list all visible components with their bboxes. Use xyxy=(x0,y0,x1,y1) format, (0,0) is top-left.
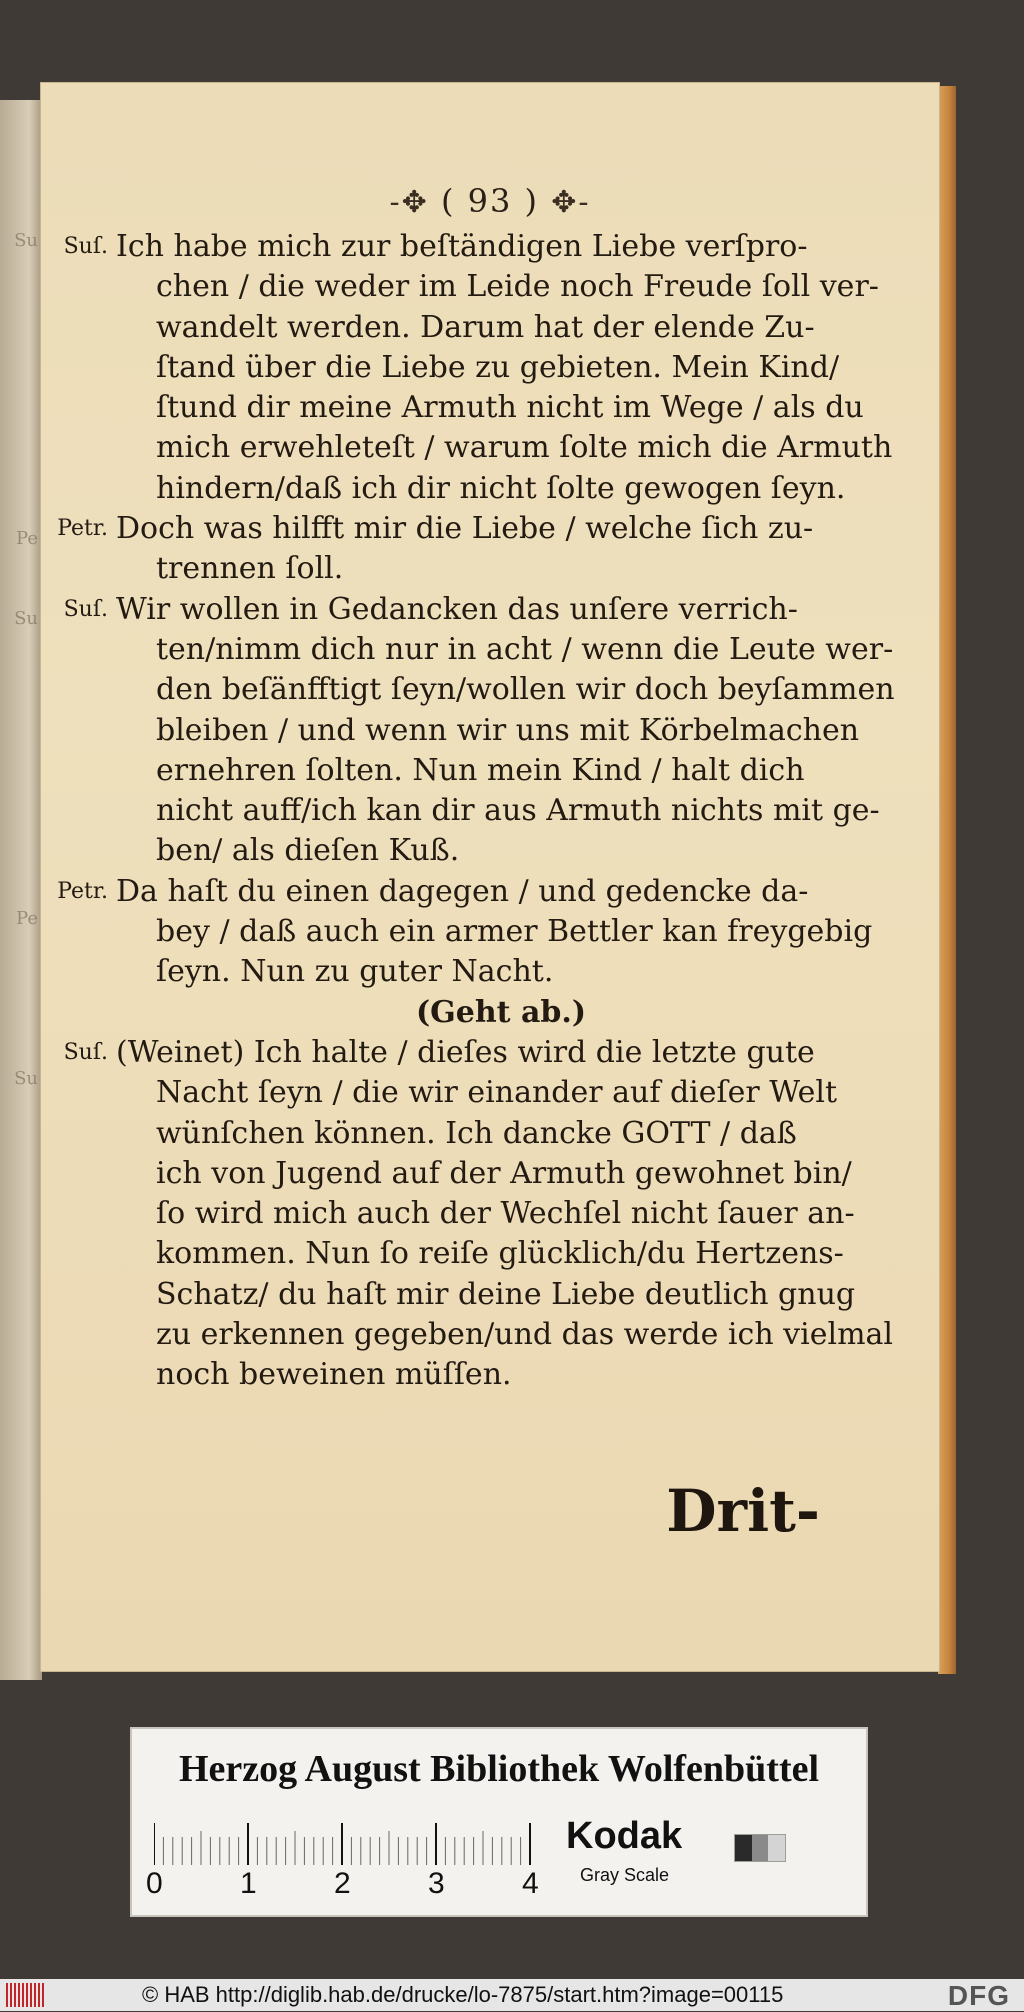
scale-number: 1 xyxy=(240,1867,257,1900)
prev-page-fragment: Su xyxy=(14,1068,38,1089)
speech xyxy=(46,227,893,509)
text-line: wünſchen können. Ich dancke GOTT / daß xyxy=(156,1115,797,1151)
speech xyxy=(46,509,846,590)
text-line: Doch was hilfft mir die Liebe / welche ſich zu- xyxy=(116,511,814,547)
speech xyxy=(46,1033,893,1396)
kodak-logo: Kodak xyxy=(566,1815,683,1857)
prev-page-fragment: Pe xyxy=(16,908,38,929)
copyright-url[interactable]: © HAB http://diglib.hab.de/drucke/lo-7875/start.htm?image=00115 xyxy=(142,1982,784,2007)
page-edge xyxy=(938,86,956,1674)
text-line: hindern/daß ich dir nicht ſolte gewogen ſeyn. xyxy=(156,470,846,506)
text-line: ſtund dir meine Armuth nicht im Wege / als du xyxy=(156,390,864,426)
text-line: ſtand über die Liebe zu gebieten. Mein Kind/ xyxy=(156,349,840,385)
text-line: Schatz/ du haſt mir deine Liebe deutlich gnug xyxy=(156,1276,856,1312)
scale-numbers xyxy=(146,1867,576,1903)
speech xyxy=(46,872,873,993)
text-line: Ich habe mich zur beſtändigen Liebe verſpro- xyxy=(116,229,808,264)
gray-patch xyxy=(734,1834,786,1862)
book-page xyxy=(40,82,940,1672)
color-target xyxy=(130,1727,868,1917)
speaker-label: Petr. xyxy=(57,878,108,904)
footer-bar xyxy=(0,1979,1024,2011)
text-line: ſeyn. Nun zu guter Nacht. xyxy=(156,954,554,990)
speaker-label: Petr. xyxy=(57,516,108,542)
text-line: ſo wird mich auch der Wechſel nicht ſauer an- xyxy=(156,1196,855,1232)
running-head xyxy=(40,182,940,220)
text-line: zu erkennen gegeben/und das werde ich vielmal xyxy=(156,1317,893,1353)
speech xyxy=(46,590,895,872)
previous-page-edge xyxy=(0,100,42,1680)
scale-number: 3 xyxy=(428,1867,445,1900)
scale-number: 2 xyxy=(334,1867,351,1900)
institution-name: Herzog August Bibliothek Wolfenbüttel xyxy=(178,1748,820,1790)
ornament-right-icon: ✥- xyxy=(551,185,591,220)
scale-ruler xyxy=(154,1815,564,1865)
prev-page-fragment: Su xyxy=(14,608,38,629)
scale-number: 4 xyxy=(522,1867,539,1900)
page-text xyxy=(46,227,895,1396)
text-line: bey / daß auch ein armer Bettler kan freygebig xyxy=(156,914,873,950)
text-line: chen / die weder im Leide noch Freude ſoll ver- xyxy=(156,269,879,305)
text-line: kommen. Nun ſo reiſe glücklich/du Hertzens- xyxy=(156,1236,844,1272)
text-line: mich erwehleteſt / warum ſolte mich die Armuth xyxy=(156,430,893,466)
catchword: Drit- xyxy=(666,1477,820,1545)
dfg-logo: DFG xyxy=(947,1980,1010,2011)
gray-scale-label: Gray Scale xyxy=(580,1865,670,1885)
text-line: noch beweinen müſſen. xyxy=(156,1357,512,1393)
text-line: (Weinet) Ich halte / dieſes wird die letzte gute xyxy=(116,1034,815,1070)
text-line: nicht auff/ich kan dir aus Armuth nichts mit ge- xyxy=(156,793,880,829)
prev-page-fragment: Su xyxy=(14,230,38,251)
text-line: den beſänfftigt ſeyn/wollen wir doch beyſammen xyxy=(156,672,895,708)
stage-direction: (Geht ab.) xyxy=(415,994,587,1030)
text-line: ben/ als dieſen Kuß. xyxy=(156,833,460,869)
prev-page-fragment: Pe xyxy=(16,528,38,549)
speaker-label: Suſ. xyxy=(63,234,108,259)
text-line: bleiben / und wenn wir uns mit Körbelmachen xyxy=(156,712,860,748)
speaker-label: Suſ. xyxy=(63,1039,108,1065)
text-line: ich von Jugend auf der Armuth gewohnet bin/ xyxy=(156,1155,852,1191)
text-line: ten/nimm dich nur in acht / wenn die Leute wer- xyxy=(156,631,894,667)
text-line: Wir wollen in Gedancken das unſere verrich- xyxy=(116,591,798,627)
text-line: trennen ſoll. xyxy=(156,551,344,587)
text-line: Da haſt du einen dagegen / und gedencke da- xyxy=(116,873,809,909)
text-line: Nacht ſeyn / die wir einander auf dieſer Welt xyxy=(156,1075,838,1111)
barcode-icon xyxy=(6,1983,46,2007)
text-line: wandelt werden. Darum hat der elende Zu- xyxy=(156,309,815,345)
scale-number: 0 xyxy=(146,1867,163,1900)
speaker-label: Suſ. xyxy=(63,596,108,622)
ornament-left-icon: -✥ xyxy=(389,185,429,220)
page-number: ( 93 ) xyxy=(440,182,540,220)
text-line: ernehren ſolten. Nun mein Kind / halt dich xyxy=(156,752,805,788)
